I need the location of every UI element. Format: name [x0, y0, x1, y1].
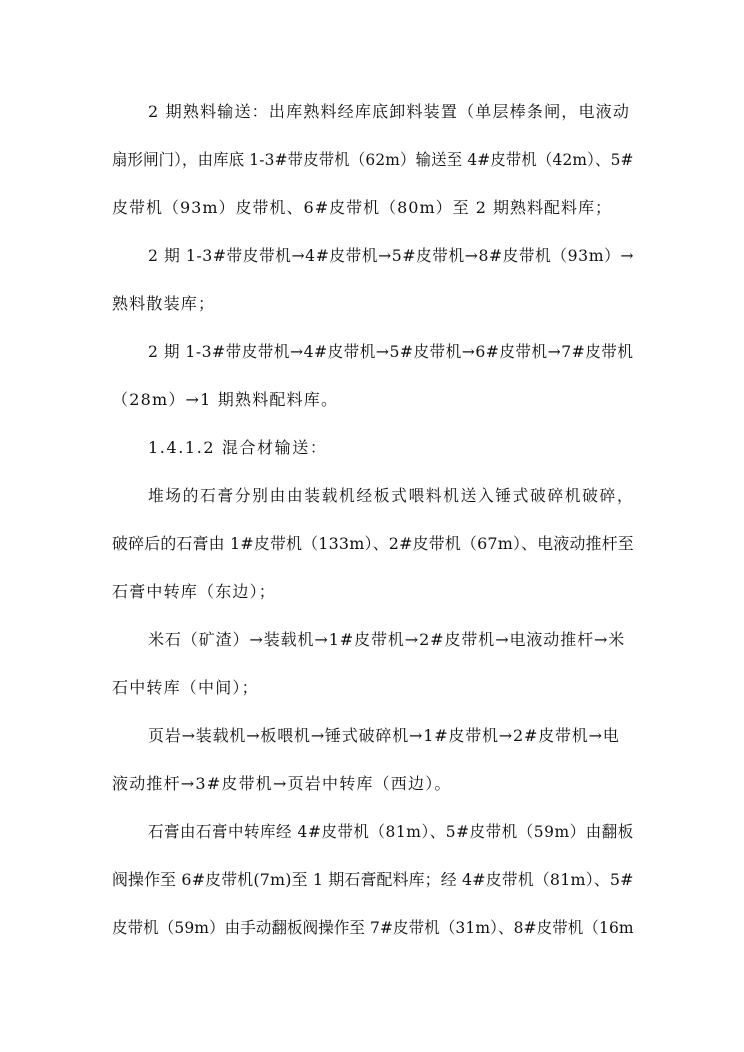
paragraph-2-line-1: 2 期 1-3#带皮带机→4#皮带机→5#皮带机→8#皮带机（93m）→: [148, 246, 635, 265]
paragraph-1-line-2: 扇形闸门），由库底 1-3#带皮带机（62m）输送至 4#皮带机（42m）、5#: [112, 150, 634, 169]
paragraph-8-line-1: 石膏由石膏中转库经 4#皮带机（81m）、5#皮带机（59m）由翻板: [148, 822, 634, 841]
paragraph-6-line-1: 米石（矿渣）→装载机→1#皮带机→2#皮带机→电液动推杆→米: [148, 630, 626, 649]
paragraph-5-line-2: 破碎后的石膏由 1#皮带机（133m）、2#皮带机（67m）、电液动推杆至: [112, 534, 634, 553]
paragraph-7-line-2: 液动推杆→3#皮带机→页岩中转库（西边）。: [112, 774, 452, 793]
paragraph-3-line-1: 2 期 1-3#带皮带机→4#皮带机→5#皮带机→6#皮带机→7#皮带机: [148, 342, 634, 361]
paragraph-8-line-2: 阀操作至 6#皮带机(7m)至 1 期石膏配料库；经 4#皮带机（81m）、5#: [112, 870, 634, 889]
section-heading-1-4-1-2: 1.4.1.2 混合材输送：: [148, 438, 328, 457]
paragraph-1-line-3: 皮带机（93m）皮带机、6#皮带机（80m）至 2 期熟料配料库；: [112, 198, 613, 217]
paragraph-6-line-2: 石中转库（中间）；: [112, 678, 259, 697]
paragraph-7-line-1: 页岩→装载机→板喂机→锤式破碎机→1#皮带机→2#皮带机→电: [148, 726, 620, 745]
paragraph-3-line-2: （28m）→1 期熟料配料库。: [112, 390, 339, 409]
paragraph-5-line-3: 石膏中转库（东边）；: [112, 582, 277, 601]
paragraph-1-line-1: 2 期熟料输送：出库熟料经库底卸料装置（单层棒条闸，电液动: [148, 102, 631, 121]
paragraph-5-line-1: 堆场的石膏分别由由装载机经板式喂料机送入锤式破碎机破碎，: [148, 486, 635, 505]
paragraph-2-line-2: 熟料散装库；: [112, 294, 216, 313]
paragraph-8-line-3: 皮带机（59m）由手动翻板阀操作至 7#皮带机（31m）、8#皮带机（16m: [112, 918, 634, 937]
